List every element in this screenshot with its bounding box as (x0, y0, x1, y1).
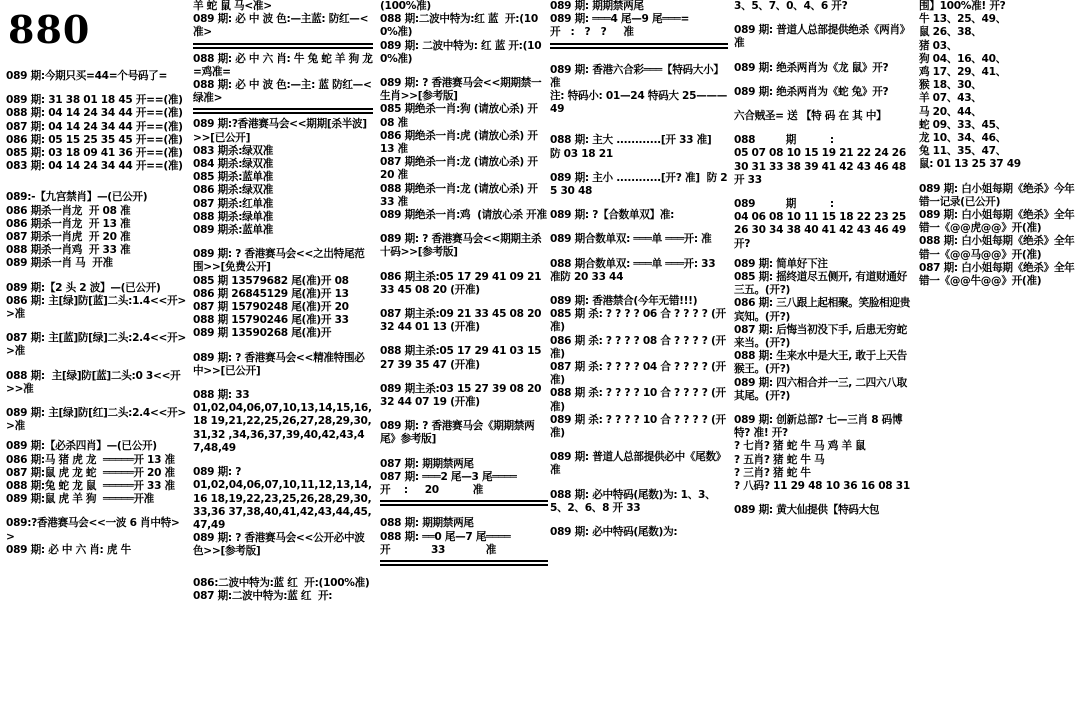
text-line: 087 期:鼠 虎 龙 蛇 ═════开 20 准 (6, 466, 175, 479)
text-line: 狗 04、16、40、 (919, 52, 1006, 65)
text-line: 089 期: 期期禁两尾 (550, 0, 644, 12)
text-line: 089 期合数单双: ═══单 ═══开: 准 (550, 233, 712, 246)
text-line: 089 期: 绝杀两肖为《蛇 兔》开? (734, 85, 889, 98)
text-line: 088 期绝杀一肖:龙 (请放心杀) 开 33 准 (380, 182, 542, 208)
text-line: 086 期 26845129 尾(准)开 13 (193, 287, 349, 300)
text-line: 089 期杀:蓝单准 (193, 224, 274, 237)
column-4 (550, 0, 728, 718)
column-6 (919, 0, 1079, 718)
text-line: 087 期: ═══2 尾—3 尾════ (380, 470, 517, 483)
divider (380, 560, 548, 566)
text-line: 083 期: 04 14 24 34 44 开==(准) (6, 160, 183, 173)
text-line: 089 期主杀:03 15 27 39 08 20 32 44 07 19 (开准) (380, 382, 545, 409)
text-line: 087 期杀:红单准 (193, 197, 274, 210)
text-line: 089 期: ? 香港赛马会<<精准特围必中>>[已公开] (193, 351, 365, 377)
spacer (193, 559, 373, 577)
text-line: 088 期 杀: ? ? ? ? 10 合 ? ? ? ? (开准) (550, 387, 726, 413)
text-line: 089 期:?香港赛马会<<期期[杀半波]>>[已公开] (193, 118, 367, 144)
spacer (380, 222, 548, 233)
spacer (734, 99, 914, 110)
text-line: 089 期: 四六相合并一三, 二四六八取其尾。(开?) (734, 376, 907, 402)
text-line: 087 期 杀: ? ? ? ? 04 合 ? ? ? ? (开准) (550, 361, 726, 387)
text-line: 089 期: ═══4 尾—9 尾═══= (550, 13, 690, 26)
spacer (550, 440, 728, 451)
text-line: 牛 13、25、49、 (919, 13, 1006, 26)
text-line: 086 期:马 猪 虎 龙 ═════开 13 准 (6, 453, 175, 466)
text-line: 084 期杀:绿双准 (193, 158, 274, 171)
text-line: 086 期: 05 15 25 35 45 开==(准) (6, 133, 183, 146)
text-line: 089 期: 白小姐每期《绝杀》今年错一记录(已公开) (919, 182, 1075, 208)
spacer (193, 455, 373, 466)
text-line: 088 期: 33 (193, 389, 250, 402)
spacer (734, 123, 914, 134)
text-line: 085 期: 03 18 09 41 36 开==(准) (6, 147, 183, 160)
page-title: 880 (8, 7, 91, 52)
spacer (6, 173, 186, 191)
text-line: 086 期主杀:05 17 29 41 09 21 33 45 08 20 (开准) (380, 270, 545, 296)
spacer (193, 237, 373, 248)
text-line: 089 期绝杀一肖:鸡 (请放心杀 开准 (380, 209, 547, 222)
text-line: 089 期 杀: ? ? ? ? 10 合 ? ? ? ? (开准) (550, 413, 726, 440)
spacer (550, 247, 728, 258)
text-line: 猴 18、30、 (919, 79, 982, 92)
text-line: 围】100%准! 开? (919, 0, 1006, 12)
text-line: 089 期: 二波中特为: 红 蓝 开:(100%准) (380, 39, 542, 65)
column-2 (193, 0, 373, 718)
text-line: 089 期: 必中特码(尾数)为: (550, 526, 678, 539)
spacer (6, 321, 186, 332)
text-line: 089 期: 必 中 波 色:—主蓝: 防红—<准> (193, 13, 369, 39)
text-line: 01,02,04,06,07,10,11,12,13,14,16 18,19,22,23,25,26,28,29,30,33,36 37,38,40,41,42,43,44,45,47,49 (193, 479, 372, 531)
text-line: 04 06 08 10 11 15 18 22 23 25 26 30 34 38 40 41 42 43 46 49 开? (734, 211, 917, 250)
text-line: 088 期: 期期禁两尾 (380, 517, 474, 530)
column-5 (734, 0, 917, 718)
text-line: 085 期 杀: ? ? ? ? 06 合 ? ? ? ? (开准) (550, 308, 726, 334)
text-line: 088 期: 必中特码(尾数)为: 1、3、5、2、6、8 开 33 (550, 488, 716, 514)
text-line: 鼠 26、38、 (919, 26, 982, 39)
text-line: 087 期: 白小姐每期《绝杀》全年错一《@@牛@@》开(准) (919, 261, 1075, 288)
text-line: ? 八码? 11 29 48 10 36 16 08 31 (734, 480, 910, 493)
text-line: 089 期 13590268 尾(准)开 (193, 327, 332, 340)
spacer (550, 284, 728, 295)
divider (550, 43, 728, 49)
text-line: 088 期: 主大 ............[开 33 准] 防 03 18 21 (550, 134, 719, 160)
text-line: 085 期: 摇终道尽五侧开, 有道财通好三五。(开?) (734, 271, 907, 297)
text-line: 086 期: 三八跟上起相聚。笑脸相迎贵宾知。(开?) (734, 297, 911, 323)
text-line: 087 期主杀:09 21 33 45 08 20 32 44 01 13 (开准) (380, 308, 545, 334)
text-line: 086 期 杀: ? ? ? ? 08 合 ? ? ? ? (开准) (550, 334, 726, 360)
text-line: 3、5、7、0、4、6 开? (734, 0, 848, 12)
text-line: 088 期主杀:05 17 29 41 03 15 27 39 35 47 (开准) (380, 345, 545, 371)
text-line: 086 期杀一肖龙 开 08 准 (6, 204, 131, 217)
spacer (734, 13, 914, 24)
text-line: 开 33 准 (380, 543, 497, 556)
text-line: 089 期: ? 香港赛马会<<公开必中波色>>[参考版] (193, 532, 365, 558)
text-line: 089 期: 主小 ............[开? 准] 防 25 30 48 (550, 171, 728, 198)
text-line: 085 期绝杀一肖:狗 (请放心杀) 开 08 准 (380, 103, 542, 129)
spacer (380, 297, 548, 308)
text-line: 086 期绝杀一肖:虎 (请放心杀) 开 13 准 (380, 129, 542, 156)
text-line: 089:-【九宫禁肖】—(已公开) (6, 191, 148, 204)
text-line: 开 : 20 准 (380, 484, 484, 497)
spacer (550, 198, 728, 209)
text-line: 088 期: 必 中 波 色:—主: 蓝 防红—<绿准> (193, 79, 372, 105)
text-line: 089 期: 普道人总部提供必中《尾数》准 (550, 451, 727, 477)
column-1 (6, 0, 186, 718)
text-line: 089 期: 黄大仙提供【特码大包 (734, 504, 880, 517)
spacer (550, 478, 728, 489)
text-line: 089 期:【2 头 2 波】—(已公开) (6, 281, 161, 294)
spacer (550, 116, 728, 134)
text-line: 087 期: 主[蓝]防[绿]二头:2.4<<开>>准 (6, 332, 186, 358)
spacer (6, 506, 186, 517)
text-line: 086 期杀:绿双准 (193, 184, 274, 197)
spacer (734, 187, 914, 198)
text-line: 马 20、44、 (919, 105, 982, 118)
text-line: 089 期: 主[绿]防[红]二头:2.4<<开>>准 (6, 407, 186, 433)
text-line: 088 期杀一肖鸡 开 33 准 (6, 244, 131, 257)
text-line: 088 期合数单双: ═══单 ═══开: 33 准防 20 33 44 (550, 257, 719, 283)
text-line: ? 五肖? 猪 蛇 牛 马 (734, 453, 825, 466)
text-line: 087 期: 04 14 24 34 44 开==(准) (6, 120, 183, 133)
text-line: 087 期:二波中特为:蓝 红 开: (193, 589, 333, 602)
text-line: 羊 07、43、 (919, 92, 982, 105)
text-line: 087 期: 期期禁两尾 (380, 457, 474, 470)
text-line: (100%准) (380, 0, 431, 12)
text-line: 089 期:今期只买=44=个号码了= (6, 70, 168, 82)
text-line: 089 期: ? 香港赛马会《期期禁两尾》参考版] (380, 420, 535, 446)
text-line: 089 期: ? 香港赛马会<<期期禁一生肖>>[参考版] (380, 77, 542, 103)
text-line: 089 期: 必 中 六 肖: 虎 牛 (6, 543, 131, 556)
text-line: 085 期 13579682 尾(准)开 08 (193, 274, 349, 287)
text-line: 087 期杀一肖虎 开 20 准 (6, 231, 131, 244)
text-line: 086:二波中特为:蓝 红 开:(100%准) (193, 576, 370, 589)
spacer (734, 251, 914, 258)
text-line: 086 期: 主[绿]防[蓝]二头:1.4<<开>>准 (6, 294, 186, 321)
text-line: 089 期: 普道人总部提供绝杀《两肖》准 (734, 24, 911, 50)
text-line: 089 期: 香港六合彩═══【特码大小】准 (550, 63, 724, 89)
divider (193, 43, 373, 49)
text-line: 088 期: 生来水中是大王, 敢于上天告猴王。(开?) (734, 350, 907, 376)
spacer (734, 51, 914, 62)
spacer (380, 260, 548, 271)
text-line: 083 期杀:绿双准 (193, 144, 274, 157)
text-line: 086 期杀一肖龙 开 13 准 (6, 217, 131, 230)
text-line: 088 期: 04 14 24 34 44 开==(准) (6, 107, 183, 120)
spacer (550, 222, 728, 233)
spacer (734, 403, 914, 414)
text-line: 088 期: 主[绿]防[蓝]二头:0 3<<开>>准 (6, 369, 181, 395)
text-line: 089 期: ? 香港赛马会<<之岀特尾范围>>[免费公开] (193, 248, 365, 274)
spacer (380, 409, 548, 420)
spacer (6, 83, 186, 94)
text-line: 089 期: 创新总部? 七—三肖 8 码博特? 准! 开? (734, 414, 903, 440)
spacer (550, 161, 728, 172)
text-line: 089 期: ?【合数单双】准: (550, 209, 675, 222)
text-line: 089 期:【必杀四肖】—(已公开) (6, 440, 157, 453)
text-line: 088 期: 白小姐每期《绝杀》全年错一《@@马@@》开(准) (919, 235, 1075, 261)
text-line: 兔 11、35、47、 (919, 145, 1006, 158)
divider (193, 108, 373, 114)
text-line: 088 期:兔 蛇 龙 鼠 ═════开 33 准 (6, 480, 175, 493)
column-3 (380, 0, 548, 718)
text-line: 088 期 : (734, 134, 834, 147)
text-line: 085 期杀:蓝单准 (193, 171, 274, 184)
spacer (380, 66, 548, 77)
text-line: 01,02,04,06,07,10,13,14,15,16,18 19,21,22,25,26,27,28,29,30,31,32 ,34,36,37,39,40,42,43,47,48,49 (193, 402, 372, 454)
text-line: 089:?香港赛马会<<一波 6 肖中特>> (6, 517, 180, 543)
text-line: 注: 特码小: 01—24 特码大 25———49 (550, 90, 728, 116)
text-line: 088 期 15790246 尾(准)开 33 (193, 314, 349, 327)
spacer (380, 447, 548, 458)
text-line: 088 期:二波中特为:红 蓝 开:(100%准) (380, 13, 538, 39)
spacer (550, 53, 728, 64)
divider (380, 500, 548, 506)
text-line: 088 期杀:绿单准 (193, 210, 274, 223)
spacer (919, 172, 1079, 183)
text-line: 05 07 08 10 15 19 21 22 24 26 30 31 33 38 39 41 42 43 46 48 开 33 (734, 147, 917, 186)
text-line: ? 三肖? 猪 蛇 牛 (734, 466, 811, 479)
text-line: 087 期绝杀一肖:龙 (请放心杀) 开 20 准 (380, 156, 542, 182)
text-line: 089 期: 31 38 01 18 45 开==(准) (6, 94, 183, 107)
text-line: 088 期: 必 中 六 肖: 牛 兔 蛇 羊 狗 龙=鸡准= (193, 52, 373, 78)
text-line: 羊 蛇 鼠 马<准> (193, 0, 272, 12)
text-line: 猪 03、 (919, 39, 958, 52)
text-line: 087 期: 后悔当初没下手, 后患无穷蛇来当。(开?) (734, 323, 907, 350)
text-line: 089 期: ? (193, 466, 242, 479)
text-line: ? 七肖? 猪 蛇 牛 马 鸡 羊 鼠 (734, 440, 866, 453)
text-line: 089 期 : (734, 198, 834, 211)
text-line: 089 期: 香港禁合(今年无错!!!) (550, 295, 698, 308)
spacer (193, 341, 373, 352)
text-line: 087 期 15790248 尾(准)开 20 (193, 301, 349, 314)
text-line: 089 期: ? 香港赛马会<<期期主杀十码>>[参考版] (380, 233, 542, 259)
text-line: 089 期杀一肖 马 开准 (6, 257, 113, 270)
spacer (6, 396, 186, 407)
spacer (380, 334, 548, 345)
text-line: 鼠: 01 13 25 37 49 (919, 158, 1021, 171)
text-line: 089 期: 绝杀两肖为《龙 鼠》开? (734, 61, 889, 74)
text-line: 089 期: 白小姐每期《绝杀》全年错一《@@虎@@》开(准) (919, 209, 1075, 235)
text-line: 六合贼圣= 送 【特 码 在 其 中】 (734, 110, 887, 123)
text-line: 089 期:鼠 虎 羊 狗 ═════开准 (6, 493, 154, 506)
spacer (6, 359, 186, 370)
text-line: 088 期: ══0 尾—7 尾════ (380, 530, 511, 543)
text-line: 蛇 09、33、45、 (919, 118, 1006, 131)
spacer (380, 372, 548, 383)
text-line: 089 期: 简单好下注 (734, 257, 828, 270)
text-line: 鸡 17、29、41、 (919, 66, 1006, 79)
spacer (734, 493, 914, 504)
spacer (6, 271, 186, 282)
spacer (193, 378, 373, 389)
text-line: 龙 10、34、46、 (919, 132, 1006, 145)
text-line: 开 : ? ? 准 (550, 26, 634, 39)
spacer (550, 515, 728, 526)
spacer (734, 75, 914, 86)
